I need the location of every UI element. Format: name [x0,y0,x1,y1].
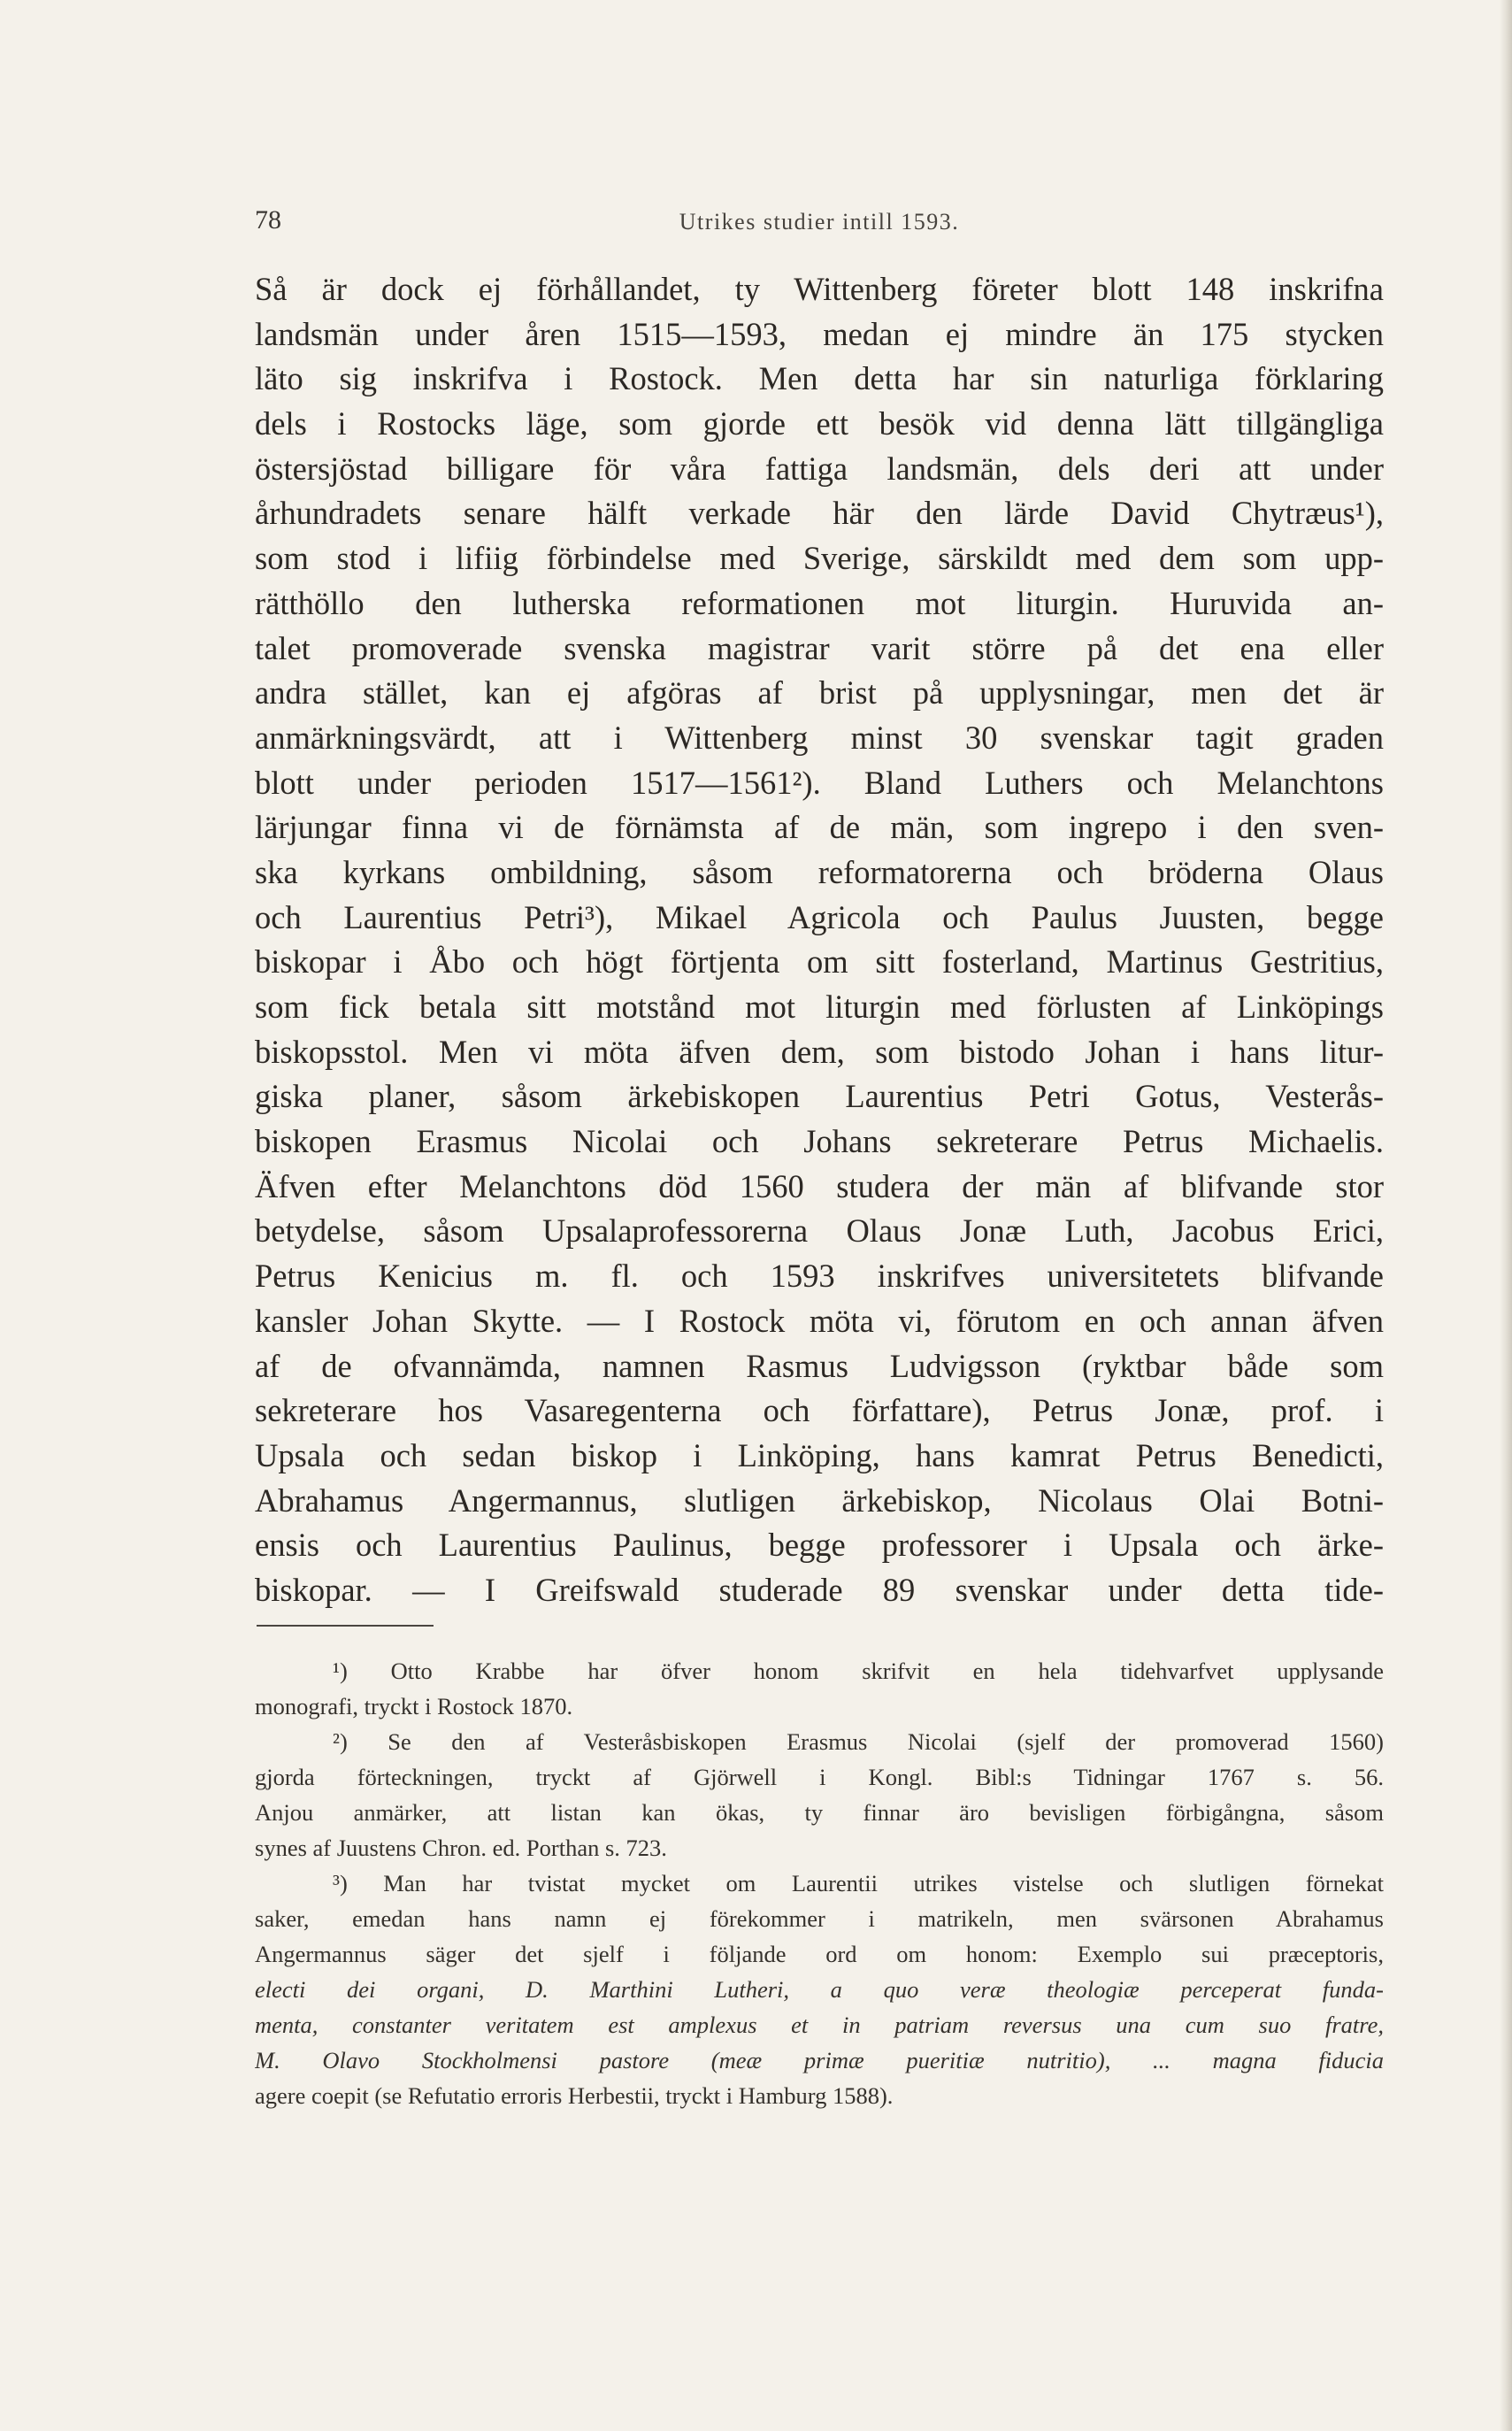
body-line: århundradets senare hälft verkade här den lärde David Chytræus¹), [255,495,1384,532]
body-line: talet promoverade svenska magistrar varit större på det ena eller [255,629,1384,666]
body-line: biskopar i Åbo och högt förtjenta om sitt fosterland, Martinus Gestritius, [255,943,1384,981]
footnote-line: gjorda förteckningen, tryckt af Gjörwell i Kongl. Bibl:s Tidningar 1767 s. 56. [255,1764,1384,1790]
body-line: biskopsstol. Men vi möta äfven dem, som bistodo Johan i hans litur- [255,1033,1384,1070]
body-line: betydelse, såsom Upsalaprofessorerna Olaus Jonæ Luth, Jacobus Erici, [255,1212,1384,1250]
body-line: Upsala och sedan biskop i Linköping, hans kamrat Petrus Benedicti, [255,1436,1384,1473]
footnote-divider [257,1625,434,1627]
body-line: kansler Johan Skytte. — I Rostock möta vi, förutom en och annan äfven [255,1302,1384,1339]
body-line: som stod i lifiig förbindelse med Sverige, särskildt med dem som upp- [255,540,1384,577]
footnote-line: M. Olavo Stockholmensi pastore (meæ primæ pueritiæ nutritio), ... magna fiducia [255,2047,1384,2073]
body-line: anmärkningsvärdt, att i Wittenberg minst 30 svenskar tagit graden [255,719,1384,756]
footnotes [255,1653,1384,2113]
body-line: ensis och Laurentius Paulinus, begge professorer i Upsala och ärke- [255,1527,1384,1564]
page-header [255,205,1384,248]
footnote-line: menta, constanter veritatem est amplexus et in patriam reversus una cum suo fratre, [255,2012,1384,2038]
body-line: rätthöllo den lutherska reformationen mot liturgin. Huruvida an- [255,584,1384,621]
body-line: andra stället, kan ej afgöras af brist på upplysningar, men det är [255,674,1384,712]
footnote-line: synes af Juustens Chron. ed. Porthan s. 723. [255,1835,667,1861]
body-line: af de ofvannämda, namnen Rasmus Ludvigsson (ryktbar både som [255,1347,1384,1384]
body-line: som fick betala sitt motstånd mot liturgin med förlusten af Linköpings [255,989,1384,1025]
footnote-line: ³) Man har tvistat mycket om Laurentii utrikes vistelse och slutligen förnekat [333,1870,1384,1896]
footnote-line: ²) Se den af Vesteråsbiskopen Erasmus Nicolai (sjelf der promoverad 1560) [333,1728,1384,1755]
footnote-line: saker, emedan hans namn ej förekommer i matrikeln, men svärsonen Abrahamus [255,1905,1384,1932]
page-number: 78 [255,205,281,235]
footnote-line: agere coepit (se Refutatio erroris Herbestii, tryckt i Hamburg 1588). [255,2082,894,2109]
body-line: Så är dock ej förhållandet, ty Wittenberg företer blott 148 inskrifna [255,271,1384,307]
body-line: läto sig inskrifva i Rostock. Men detta har sin naturliga förklaring [255,360,1384,397]
body-line: dels i Rostocks läge, som gjorde ett besök vid denna lätt tillgängliga [255,405,1384,442]
body-line: landsmän under åren 1515—1593, medan ej mindre än 175 stycken [255,315,1384,352]
body-line: och Laurentius Petri³), Mikael Agricola och Paulus Juusten, begge [255,898,1384,935]
footnote-line: Angermannus säger det sjelf i följande ord om honom: Exemplo sui præceptoris, [255,1941,1384,1967]
body-line: biskopar. — I Greifswald studerade 89 svenskar under detta tide- [255,1571,1384,1608]
footnote-line: electi dei organi, D. Marthini Lutheri, a quo veræ theologiæ perceperat funda- [255,1976,1384,2003]
body-line: Abrahamus Angermannus, slutligen ärkebiskop, Nicolaus Olai Botni- [255,1481,1384,1519]
running-title: Utrikes studier intill 1593. [679,209,960,235]
body-line: Petrus Kenicius m. fl. och 1593 inskrifves universitetets blifvande [255,1258,1384,1295]
body-line: östersjöstad billigare för våra fattiga landsmän, dels deri att under [255,450,1384,487]
body-line: sekreterare hos Vasaregenterna och författare), Petrus Jonæ, prof. i [255,1392,1384,1429]
footnote-line: ¹) Otto Krabbe har öfver honom skrifvit en hela tidehvarfvet upplysande [333,1658,1384,1684]
body-line: blott under perioden 1517—1561²). Bland Luthers och Melanchtons [255,764,1384,801]
footnote-line: monografi, tryckt i Rostock 1870. [255,1693,573,1719]
body-line: Äfven efter Melanchtons död 1560 studera der män af blifvande stor [255,1167,1384,1204]
body-line: ska kyrkans ombildning, såsom reformatorerna och bröderna Olaus [255,853,1384,890]
body-line: giska planer, såsom ärkebiskopen Laurentius Petri Gotus, Vesterås- [255,1078,1384,1115]
footnote-line: Anjou anmärker, att listan kan ökas, ty finnar äro bevisligen förbigångna, såsom [255,1799,1384,1826]
body-line: lärjungar finna vi de förnämsta af de män, som ingrepo i den sven- [255,809,1384,846]
page-edge [1500,0,1512,2431]
body-line: biskopen Erasmus Nicolai och Johans sekreterare Petrus Michaelis. [255,1123,1384,1160]
body-text [255,267,1384,1613]
